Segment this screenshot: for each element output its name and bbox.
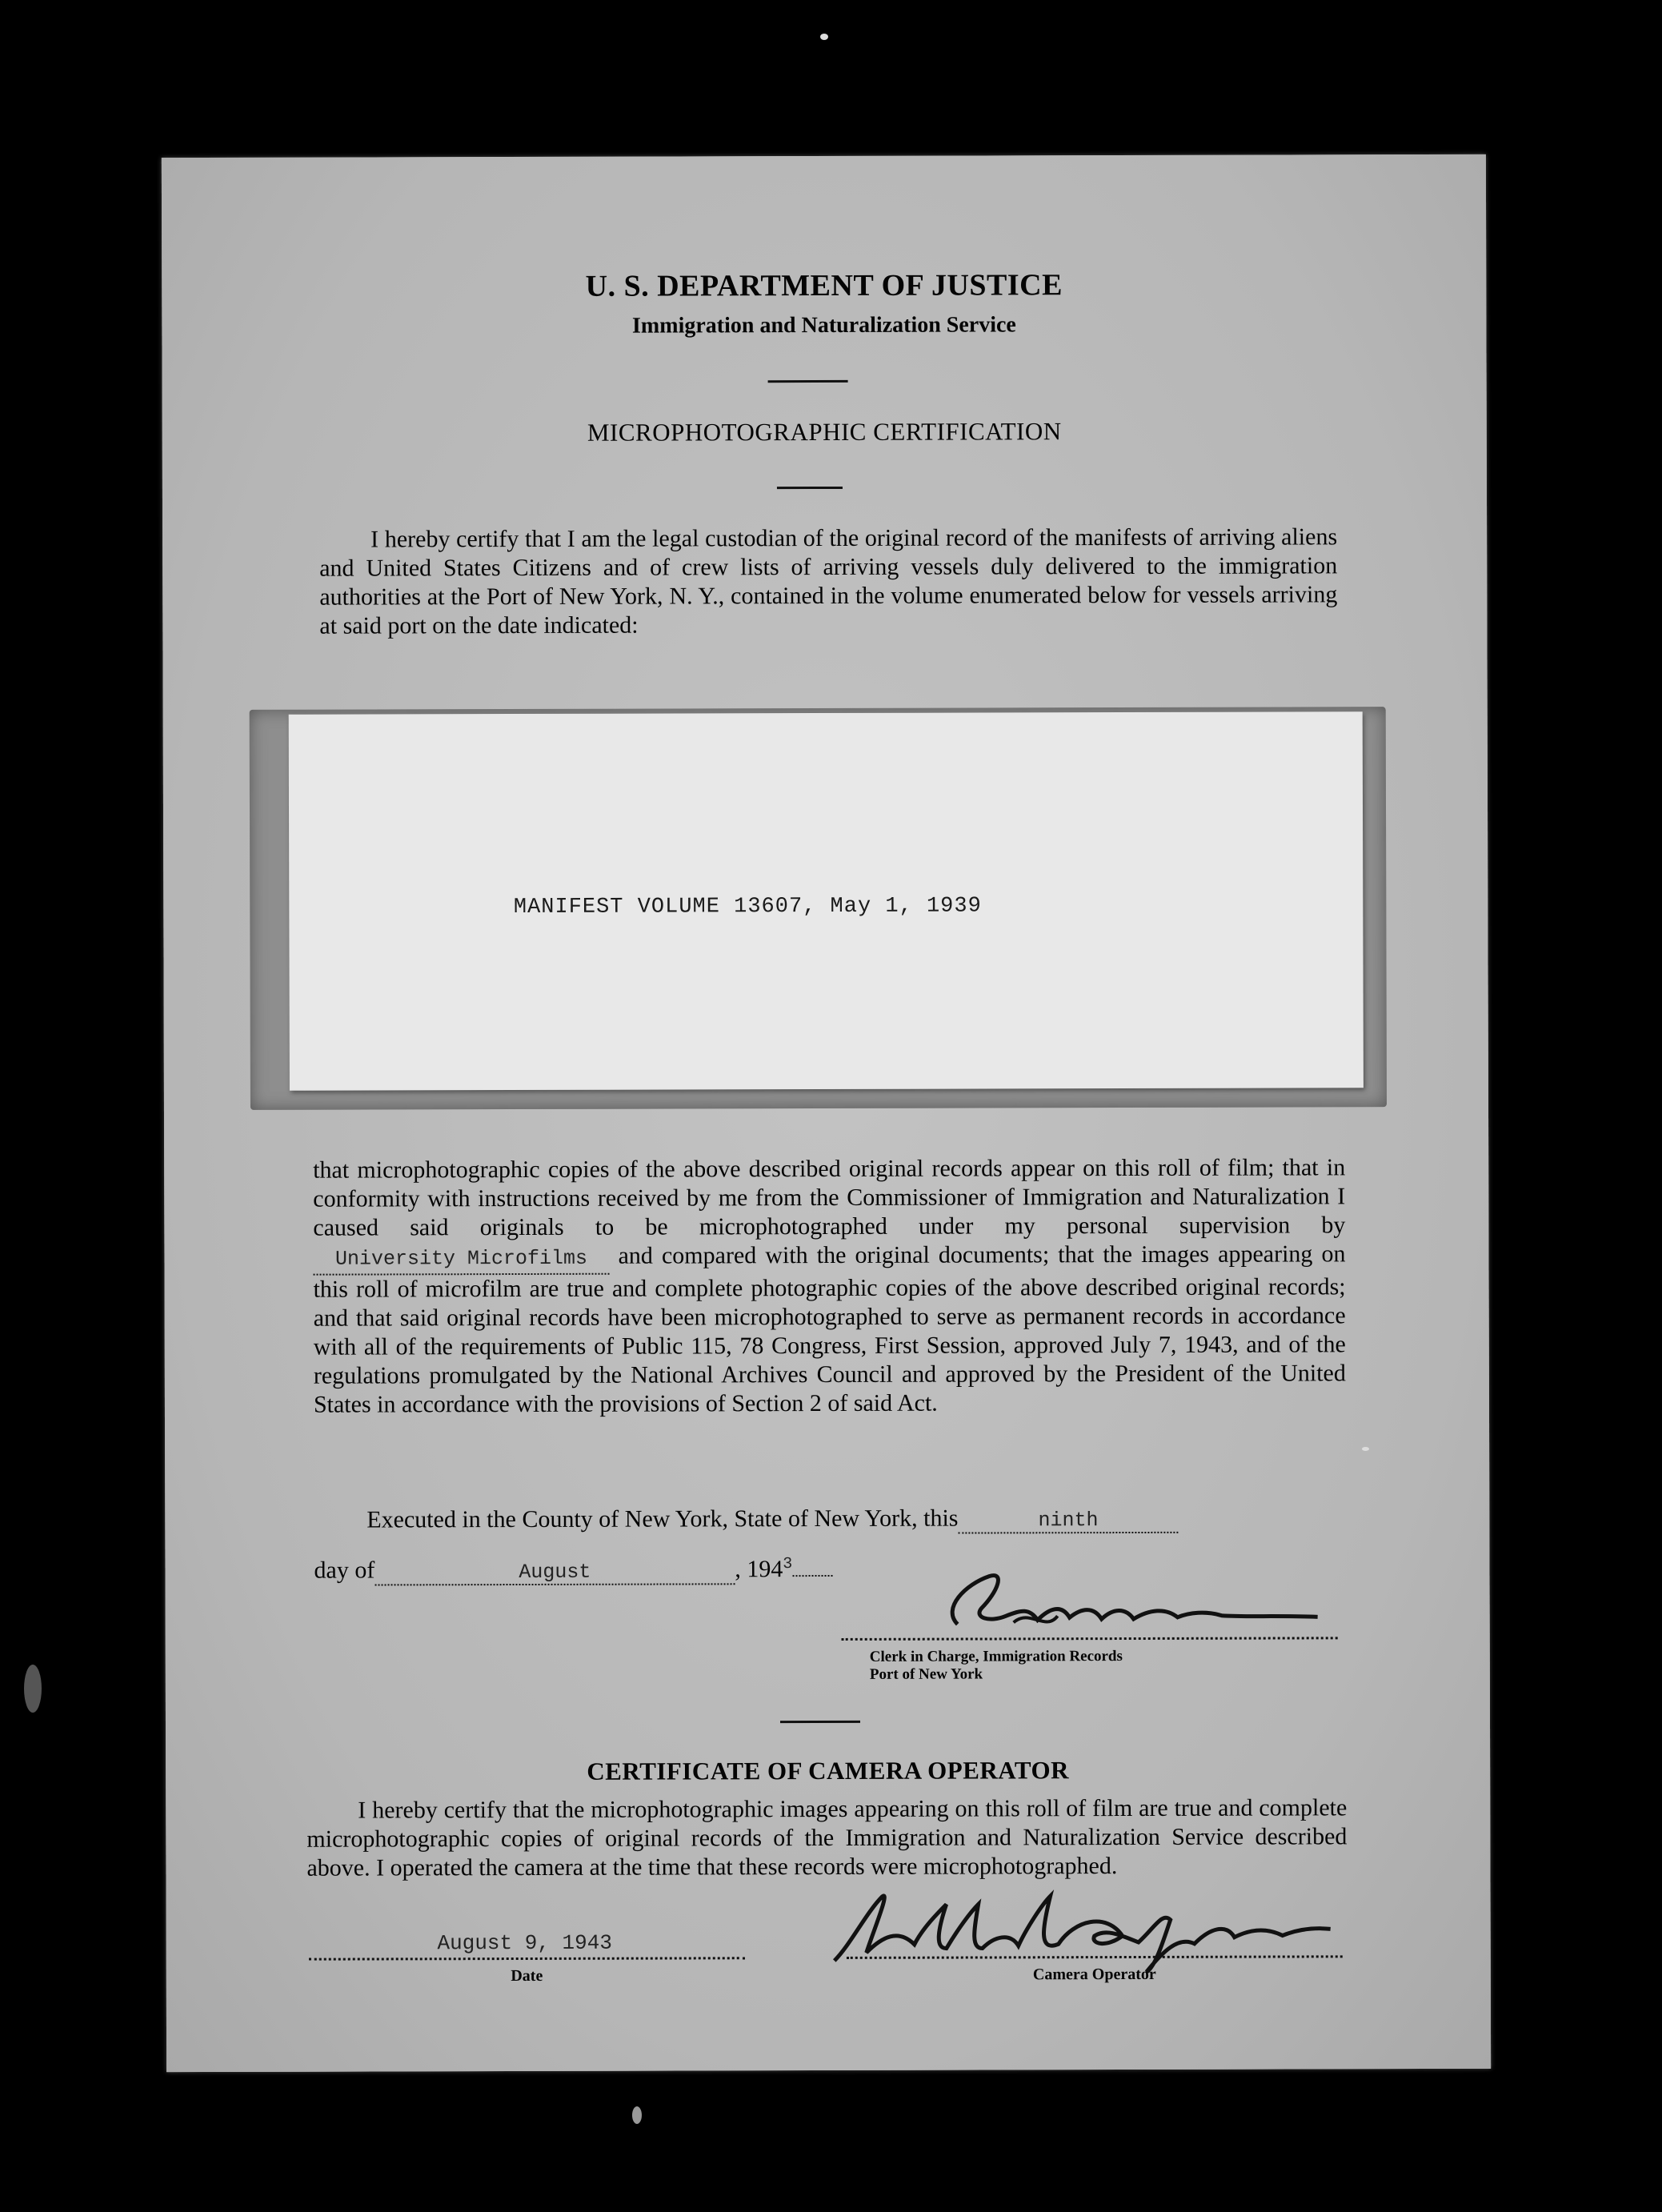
month-field — [374, 1556, 735, 1585]
day-of-label: day of — [314, 1557, 375, 1584]
camera-operator-signature — [819, 1879, 1339, 1977]
divider — [780, 1721, 860, 1723]
camera-operator-label: Camera Operator — [1032, 1965, 1156, 1984]
intro-paragraph: I hereby certify that I am the legal custodian of the original record of the manifests of arriving aliens and United States Citizens and of crew lists of arriving vessels duly delivered to the immigration authorities at the Port of New York, N. Y., contained in the volume enumerated below for vessels arriving at said port on the date indicated: — [319, 523, 1338, 639]
film-speck — [24, 1665, 42, 1713]
film-speck — [820, 34, 828, 40]
month-value: August — [519, 1560, 591, 1585]
clerk-title-line1: Clerk in Charge, Immigration Records — [869, 1648, 1123, 1665]
execution-prefix: Executed in the County of New York, State of New York, this — [366, 1505, 959, 1533]
date-line — [309, 1957, 745, 1960]
clerk-signature — [909, 1559, 1325, 1648]
firm-field — [313, 1242, 609, 1276]
operator-date-value: August 9, 1943 — [437, 1930, 612, 1956]
clerk-title-line2: Port of New York — [869, 1665, 983, 1683]
agency-subheading: Immigration and Naturalization Service — [631, 312, 1016, 339]
day-value: ninth — [1038, 1509, 1099, 1533]
manifest-volume-text: MANIFEST VOLUME 13607, May 1, 1939 — [513, 894, 982, 920]
execution-line — [366, 1504, 1351, 1535]
camera-certificate-paragraph: I hereby certify that the microphotographic images appearing on this roll of film are true and complete microphotographic copies of original records of the Immigration and Naturalization Service described above. I operated the camera at the time that these records were microphotographed. — [306, 1794, 1348, 1881]
certification-title: MICROPHOTOGRAPHIC CERTIFICATION — [587, 417, 1062, 447]
certificate-page — [162, 154, 1491, 2072]
film-speck — [1362, 1447, 1369, 1451]
year-prefix: , 194 — [735, 1556, 783, 1583]
body-text-start: that microphotographic copies of the above described original records appear on this roll of film; that in conformity with instructions received by me from the Commissioner of Immigration and Naturalization I caused said originals to be microphotographed under my personal supervision by — [313, 1154, 1346, 1241]
year-digit: 3 — [783, 1555, 793, 1574]
year-dots — [792, 1575, 832, 1577]
body-paragraph — [313, 1153, 1346, 1419]
date-label: Date — [511, 1966, 543, 1986]
film-speck — [632, 2106, 642, 2124]
divider — [768, 380, 848, 383]
clerk-title — [870, 1648, 1123, 1684]
body-text-end: and compared with the original documents; that the images appearing on this roll of microfilm are true and complete photographic copies of the above described original records; and that said original records have been microphotographed to serve as permanent records in accordance with all of the requirements of Public 115, 78 Congress, First Session, approved July 7, 1943, and of the regulations promulgated by the National Archives Council and approved by the President of the United States in accordance with the provisions of Section 2 of said Act. — [313, 1240, 1346, 1418]
camera-certificate-title: CERTIFICATE OF CAMERA OPERATOR — [587, 1756, 1070, 1785]
day-field — [958, 1505, 1178, 1534]
department-heading: U. S. DEPARTMENT OF JUSTICE — [585, 268, 1063, 303]
divider — [777, 487, 843, 489]
firm-name: University Microfilms — [334, 1246, 588, 1271]
